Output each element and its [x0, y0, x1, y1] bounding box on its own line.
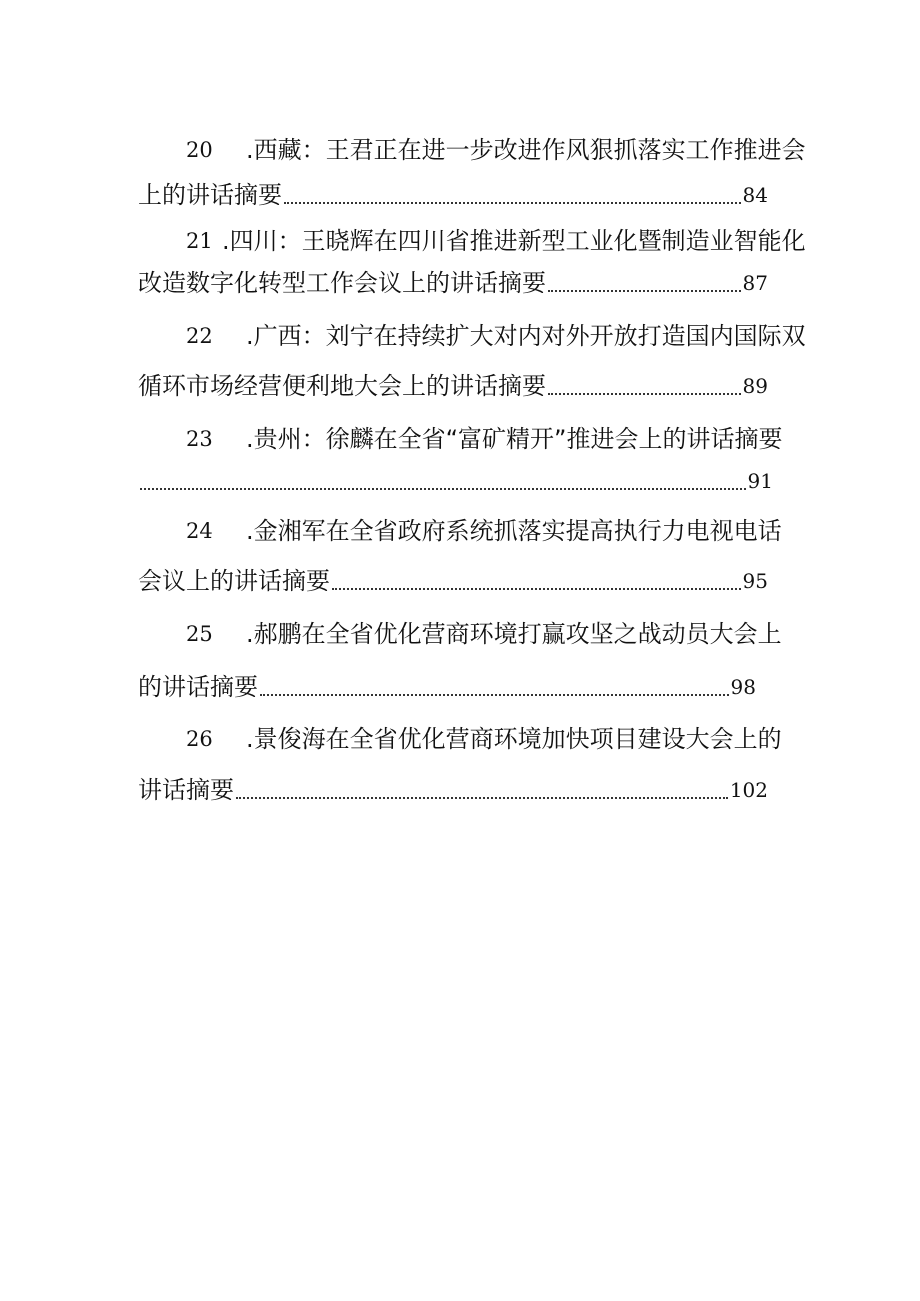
leader-dots [236, 775, 728, 805]
leader-dots [140, 466, 746, 496]
toc-entry-title-continued: 改造数字化转型工作会议上的讲话摘要 [138, 269, 546, 297]
toc-entry-title: .景俊海在全省优化营商环境加快项目建设大会上的 [246, 725, 782, 753]
toc-page-number: 84 [742, 183, 768, 207]
toc-entry-title: .广西：刘宁在持续扩大对内对外开放打造国内国际双 [246, 322, 806, 350]
toc-page-number: 87 [742, 271, 768, 295]
toc-entry-title-continued: 讲话摘要 [138, 776, 234, 804]
toc-entry-title-continued: 的讲话摘要 [138, 673, 258, 701]
toc-entry-number: 20 [186, 138, 213, 162]
leader-dots [284, 180, 741, 210]
toc-page-number: 95 [742, 569, 768, 593]
toc-entry-number: 21 [186, 229, 213, 253]
toc-entry-title: .西藏：王君正在进一步改进作风狠抓落实工作推进会 [246, 136, 806, 164]
toc-entry-title: .四川：王晓辉在四川省推进新型工业化暨制造业智能化 [222, 227, 806, 255]
toc-entry-number: 24 [186, 519, 213, 543]
leader-dots [548, 268, 741, 298]
toc-entry-title: .贵州：徐麟在全省“富矿精开”推进会上的讲话摘要 [246, 425, 783, 453]
leader-dots [332, 566, 741, 596]
toc-page-number: 91 [747, 469, 773, 493]
toc-entry-number: 23 [186, 427, 213, 451]
toc-entry-title: .金湘军在全省政府系统抓落实提高执行力电视电话 [246, 517, 782, 545]
toc-page-number: 102 [729, 778, 768, 802]
toc-page-number: 98 [730, 675, 756, 699]
toc-entry-title-continued: 会议上的讲话摘要 [138, 567, 330, 595]
toc-entry-number: 26 [186, 727, 213, 751]
leader-dots [548, 371, 741, 401]
toc-entry-title-continued: 循环市场经营便利地大会上的讲话摘要 [138, 372, 546, 400]
leader-dots [260, 672, 729, 702]
toc-entry-number: 25 [186, 622, 213, 646]
toc-page-number: 89 [742, 374, 768, 398]
toc-entry-title-continued: 上的讲话摘要 [138, 181, 282, 209]
toc-entry-title: .郝鹏在全省优化营商环境打赢攻坚之战动员大会上 [246, 620, 782, 648]
toc-entry-number: 22 [186, 324, 213, 348]
